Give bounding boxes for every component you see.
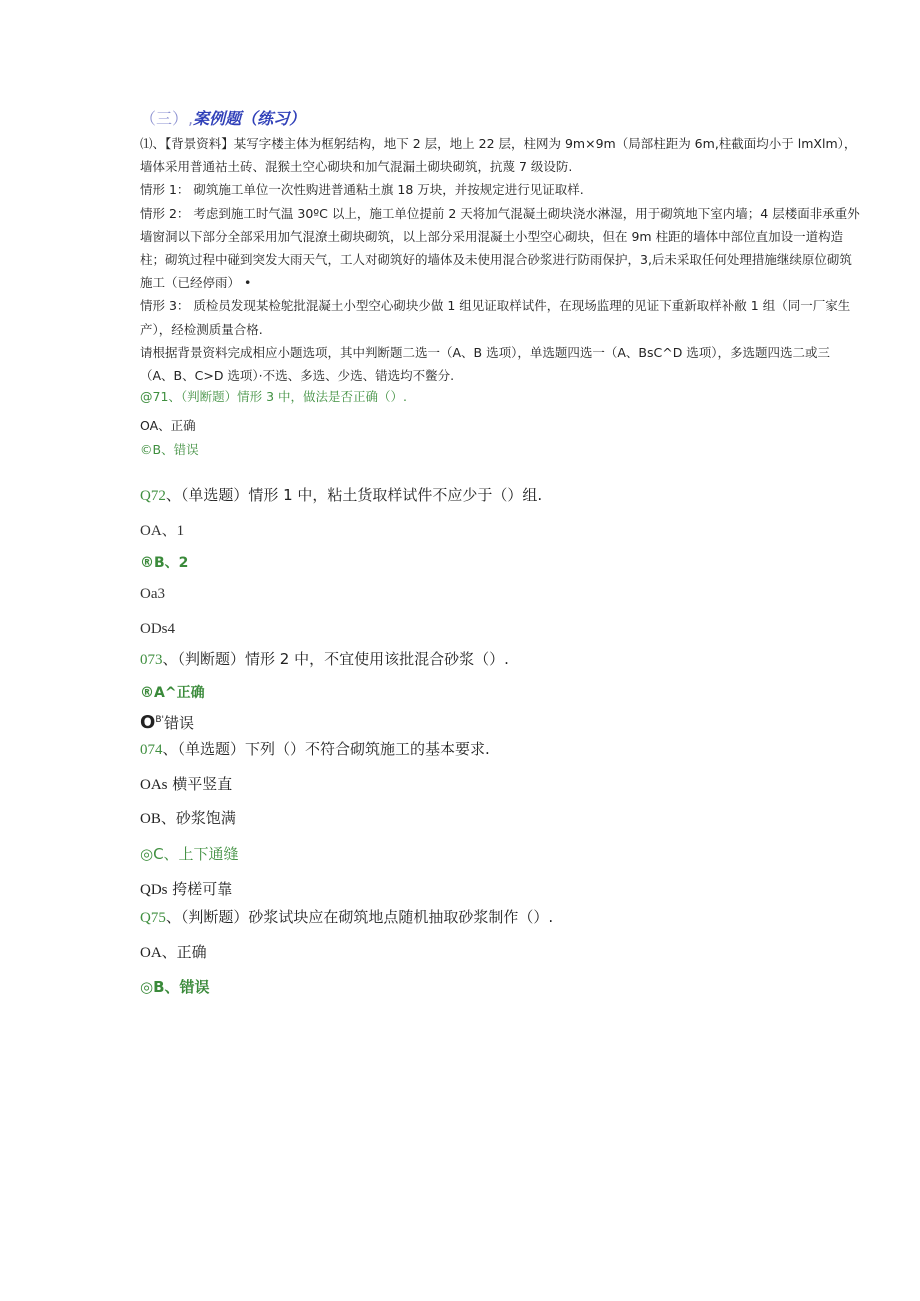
section-heading: 案例题（练习） xyxy=(193,109,306,128)
q75-text: 、（判断题）砂浆试块应在砌筑地点随机抽取砂浆制作（）. xyxy=(165,908,554,926)
background-material xyxy=(140,132,860,387)
q74-option-b[interactable] xyxy=(140,807,236,828)
scenario-2: 情形 2： 考虑到施工时气温 30ºC 以上，施工单位提前 2 天将加气混凝土砌块浇水淋湿，用于砌筑地下室内墙；4 层楼面非承重外墙窗洞以下部分全部采用加气混潦土砌块砌筑，以上部分采用混凝土小型空心砌块，但在 9m 柱距的墙体中部位直加设一道构造柱；砌筑过程中碰到突发大雨天气，工人对砌筑好的墙体及未使用混合砂浆进行防雨保护，3,后未采取任何处理措施继续原位砌筑施工（已经停雨） • xyxy=(140,205,860,291)
q74-text: 、（单选题）下列（）不符合砌筑施工的基本要求. xyxy=(162,740,490,758)
section-prefix: （三）, xyxy=(140,109,194,128)
q75-option-a-marker: OA xyxy=(140,945,162,961)
question-71: @71、（判断题）情形 3 中，做法是否正确（）. xyxy=(140,389,408,404)
q72-option-d[interactable]: ODs4 xyxy=(140,621,176,637)
q75-option-a[interactable] xyxy=(140,941,207,962)
q73-option-b[interactable] xyxy=(140,712,194,733)
q74-option-d[interactable] xyxy=(140,878,232,899)
q74-option-a[interactable] xyxy=(140,773,232,794)
q73-number: 073 xyxy=(140,652,163,668)
q74-option-c[interactable]: ◎C、上下通缝 xyxy=(140,845,239,863)
q73-text: 、（判断题）情形 2 中，不宜使用该批混合砂浆（）. xyxy=(162,650,509,668)
q72-option-b[interactable]: ®B、2 xyxy=(140,555,189,571)
q71-option-b[interactable]: ©B、错误 xyxy=(140,442,199,457)
scenario-1: 情形 1： 砌筑施工单位一次性购进普通粘土旗 18 万块，并按规定进行见证取样. xyxy=(140,182,584,198)
q74-option-a-text: 横平竖直 xyxy=(167,775,233,793)
q74-option-d-text: 挎槎可靠 xyxy=(167,880,233,898)
q73-option-b-sup: B' xyxy=(155,715,164,725)
q75-number: Q75 xyxy=(140,910,166,926)
question-75 xyxy=(140,906,553,927)
q72-text: 、（单选题）情形 1 中，粘土货取样试件不应少于（）组. xyxy=(165,486,543,504)
question-72 xyxy=(140,484,542,505)
section-title xyxy=(140,106,305,129)
q72-option-a[interactable] xyxy=(140,519,184,540)
q74-option-a-marker: OAs xyxy=(140,777,168,793)
background-para-1: ⑴、【背景资料】某写字楼主体为框躬结构，地下 2 层，地上 22 层，柱网为 9m×9m（局部柱距为 6m,柱截面均小于 lmXlm），墙体采用普通祜土砖、混猴土空心砌块和加气混漏土砌块砌筑，抗蔑 7 级设防. xyxy=(140,136,857,175)
q74-number: 074 xyxy=(140,742,163,758)
question-73 xyxy=(140,648,509,669)
q73-option-b-text: 错误 xyxy=(163,714,194,732)
q74-option-d-marker: QDs xyxy=(140,882,168,898)
q74-option-b-text: 、砂浆饱满 xyxy=(160,809,236,827)
q72-option-a-marker: OA xyxy=(140,523,162,539)
q72-option-c[interactable]: Oa3 xyxy=(140,586,165,602)
question-74 xyxy=(140,738,490,759)
scenario-3: 情形 3： 质检员发现某检鸵批混凝土小型空心砌块少做 1 组见证取样试件，在现场监理的见证下重新取样补敝 1 组（同一厂家生产），经检测质量合格. xyxy=(140,298,851,337)
q75-option-b[interactable]: ◎B、错误 xyxy=(140,978,210,996)
q71-option-a[interactable]: OA、正确 xyxy=(140,418,196,433)
q75-option-a-text: 、正确 xyxy=(161,943,207,961)
instructions: 请根据背景资料完成相应小题选项，其中判断题二选一（A、B 选项），单选题四选一（A、BsC^D 选项），多选题四选二或三（A、B、C>D 选项）·不选、多选、少选、错选均不鳖分. xyxy=(140,344,831,384)
q72-option-a-text: 、1 xyxy=(161,523,185,539)
q73-option-a[interactable]: ®A^正确 xyxy=(140,685,205,701)
q74-option-b-marker: OB xyxy=(140,811,161,827)
q73-option-b-marker: O xyxy=(140,712,156,733)
q72-number: Q72 xyxy=(140,488,166,504)
